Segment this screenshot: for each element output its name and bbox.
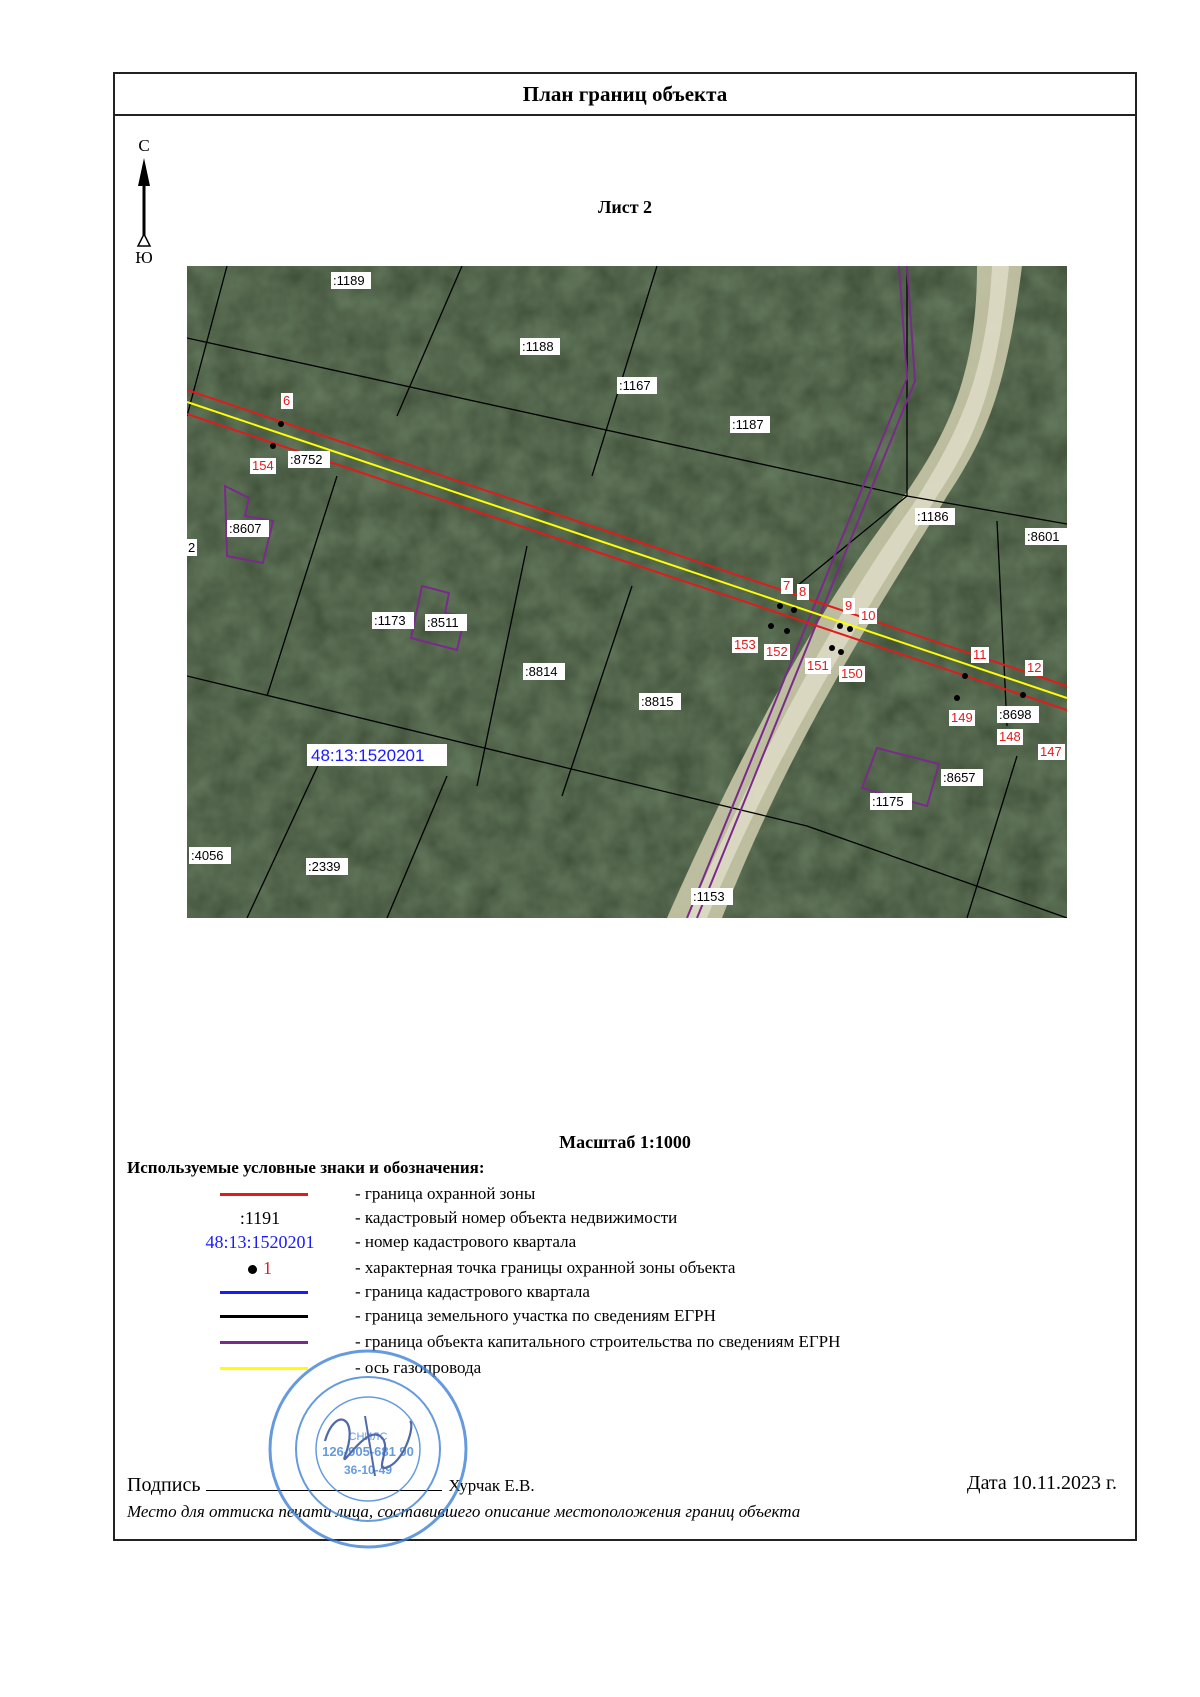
stamp-place-note: Место для оттиска печати лица, составившего описание местоположения границ объекта bbox=[127, 1502, 801, 1521]
point-label: 11 bbox=[973, 647, 987, 662]
legend-symbol-cadastral-number: :1191 bbox=[239, 1208, 281, 1228]
parcel-label: :8511 bbox=[427, 615, 459, 630]
legend-point-number: 1 bbox=[263, 1258, 272, 1278]
legend-row bbox=[115, 1330, 1135, 1354]
legend-symbol-blue-line bbox=[185, 1280, 335, 1304]
point-label: 6 bbox=[283, 393, 291, 408]
legend-title: Используемые условные знаки и обозначения: bbox=[127, 1158, 485, 1177]
parcel-label: :8607 bbox=[229, 521, 262, 536]
map-scale: Масштаб 1:1000 bbox=[559, 1132, 691, 1152]
svg-text:36-10-49: 36-10-49 bbox=[343, 1463, 393, 1477]
point-label: 10 bbox=[861, 608, 876, 623]
point-label: 149 bbox=[951, 710, 973, 725]
parcel-label: :1175 bbox=[872, 794, 904, 809]
legend-symbol-point bbox=[185, 1256, 335, 1280]
point-label: 148 bbox=[999, 729, 1021, 744]
point-label: 152 bbox=[766, 644, 788, 659]
parcel-label: :8814 bbox=[525, 664, 558, 679]
legend-symbol-quarter-number: 48:13:1520201 bbox=[205, 1232, 315, 1252]
parcel-label: :1186 bbox=[917, 509, 949, 524]
legend-text: - номер кадастрового квартала bbox=[355, 1232, 577, 1251]
plan-frame bbox=[113, 72, 1137, 1541]
legend-row bbox=[115, 1356, 1135, 1380]
compass-south-label: Ю bbox=[135, 248, 153, 267]
legend-text: - граница земельного участка по сведениям ЕГРН bbox=[355, 1306, 716, 1325]
point-dot-icon bbox=[248, 1265, 257, 1274]
legend-row bbox=[115, 1304, 1135, 1328]
signature-label: Подпись bbox=[127, 1474, 201, 1496]
point-label: 9 bbox=[845, 598, 853, 613]
map-canvas bbox=[187, 266, 1067, 918]
svg-text:СНИЛС: СНИЛС bbox=[348, 1431, 388, 1443]
parcel-label: :8601 bbox=[1027, 529, 1060, 544]
point-label: 154 bbox=[252, 458, 274, 473]
quarter-label bbox=[307, 744, 447, 766]
parcel-label: :1188 bbox=[522, 339, 554, 354]
legend-symbol-purple-line bbox=[185, 1330, 335, 1354]
legend-text: - граница объекта капитального строительства по сведениям ЕГРН bbox=[355, 1332, 841, 1351]
page-title: План границ объекта bbox=[115, 74, 1135, 116]
legend-symbol-red-line bbox=[185, 1182, 335, 1206]
legend-symbol-black-line bbox=[185, 1304, 335, 1328]
point-label: 8 bbox=[799, 584, 807, 599]
legend-row bbox=[115, 1182, 1135, 1206]
legend-row bbox=[115, 1230, 1135, 1254]
point-label: 7 bbox=[783, 578, 791, 593]
parcel-label: :1167 bbox=[619, 378, 651, 393]
parcel-label: :2339 bbox=[308, 859, 341, 874]
legend-text: - граница охранной зоны bbox=[355, 1184, 536, 1203]
sheet-number: Лист 2 bbox=[597, 197, 653, 217]
legend-text: - кадастровый номер объекта недвижимости bbox=[355, 1208, 678, 1227]
parcel-label: :4056 bbox=[191, 848, 224, 863]
signature-row bbox=[127, 1472, 1117, 1497]
legend-text: - характерная точка границы охранной зоны объекта bbox=[355, 1258, 736, 1277]
point-label: 151 bbox=[807, 658, 829, 673]
legend-symbol-yellow-line bbox=[185, 1356, 335, 1380]
parcel-label: :1173 bbox=[374, 613, 406, 628]
svg-text:126-905-681 90: 126-905-681 90 bbox=[322, 1444, 414, 1459]
signature-line bbox=[206, 1472, 442, 1491]
legend-row bbox=[115, 1206, 1135, 1230]
point-label: 153 bbox=[734, 637, 756, 652]
parcel-label: :8698 bbox=[999, 707, 1032, 722]
legend-row bbox=[115, 1280, 1135, 1304]
signer-name: Хурчак Е.В. bbox=[448, 1476, 535, 1495]
legend-row bbox=[115, 1256, 1135, 1280]
point-label: 147 bbox=[1040, 744, 1062, 759]
parcel-label: :8752 bbox=[290, 452, 323, 467]
parcel-label: :8657 bbox=[943, 770, 976, 785]
parcel-label: :8815 bbox=[641, 694, 674, 709]
parcel-label: 2 bbox=[188, 540, 196, 555]
legend-text: - ось газопровода bbox=[355, 1358, 482, 1377]
compass-north-label: С bbox=[138, 136, 150, 155]
point-label: 12 bbox=[1027, 660, 1042, 675]
quarter-label-text: 48:13:1520201 bbox=[311, 746, 425, 765]
point-label: 150 bbox=[841, 666, 863, 681]
legend-text: - граница кадастрового квартала bbox=[355, 1282, 590, 1301]
signature-date: Дата 10.11.2023 г. bbox=[966, 1472, 1117, 1494]
parcel-label: :1189 bbox=[333, 273, 365, 288]
parcel-label: :1187 bbox=[732, 417, 764, 432]
parcel-label: :1153 bbox=[693, 889, 725, 904]
map-view bbox=[187, 266, 1067, 918]
